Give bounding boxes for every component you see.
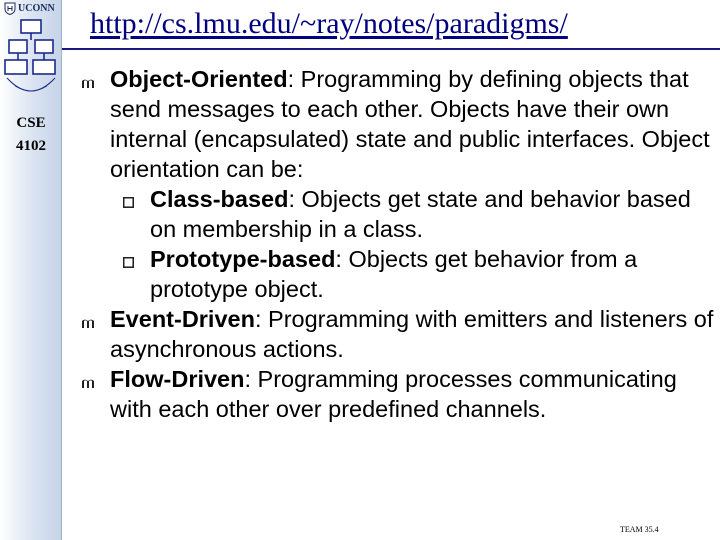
slide-content — [110, 64, 716, 424]
slide-title: http://cs.lmu.edu/~ray/notes/paradigms/ — [90, 7, 568, 40]
bullet-term: Flow-Driven — [110, 366, 245, 392]
sub-item-text: : Objects get behavior from a prototype object. — [150, 246, 638, 302]
square-bullet-icon — [123, 257, 134, 268]
uconn-seal-icon — [4, 2, 16, 15]
sidebar-divider — [61, 0, 62, 540]
bullet-term: Event-Driven — [110, 306, 255, 332]
sub-item-term: Prototype-based — [150, 246, 336, 272]
title-rule — [62, 48, 720, 50]
uconn-label: UCONN — [18, 2, 55, 14]
bullet-icon — [82, 376, 94, 388]
cse-department-logo — [1, 16, 61, 106]
bullet-icon — [82, 76, 94, 88]
course-code-line1: CSE — [16, 115, 46, 131]
bullet-item-flow-driven — [110, 364, 716, 424]
footer-mark: TEAM 35.4 — [620, 525, 659, 534]
sidebar — [0, 0, 62, 540]
sub-item-text: : Objects get state and behavior based on membership in a class. — [150, 186, 691, 242]
course-code-line2: 4102 — [16, 138, 46, 154]
uconn-badge — [4, 1, 55, 15]
sub-item-term: Class-based — [150, 186, 289, 212]
square-bullet-icon — [123, 197, 134, 208]
bullet-icon — [82, 316, 94, 328]
bullet-text: : Programming with emitters and listeners of asynchronous actions. — [110, 306, 714, 362]
bullet-text: : Programming processes communicating with each other over predefined channels. — [110, 366, 677, 422]
sub-item-class-based — [150, 184, 716, 244]
sub-item-prototype-based — [150, 244, 716, 304]
bullet-text: : Programming by defining objects that send messages to each other. Objects have their own internal (encapsulated) state and public interfaces. Object orientation can be: — [110, 66, 710, 182]
bullet-item-event-driven — [110, 304, 716, 364]
bullet-term: Object-Oriented — [110, 66, 288, 92]
bullet-item-object-oriented — [110, 64, 716, 184]
